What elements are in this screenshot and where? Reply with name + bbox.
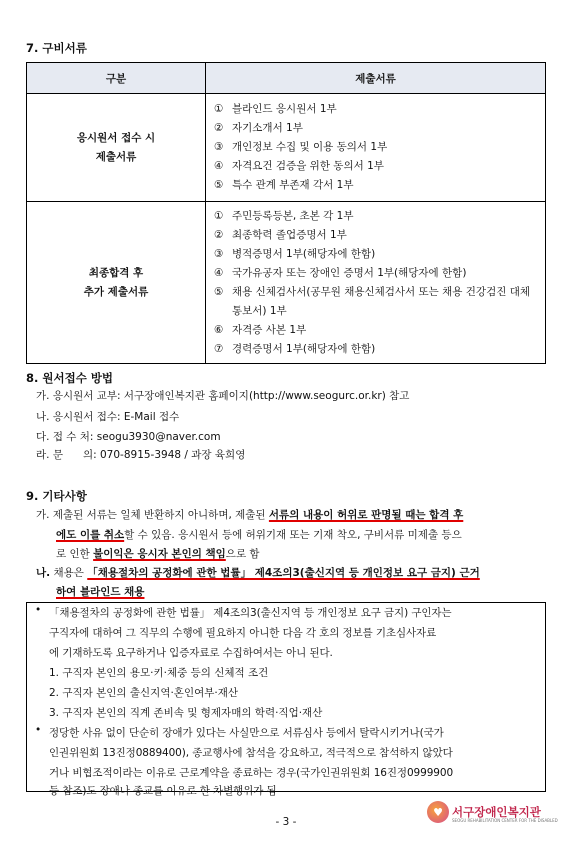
table-header-row: [27, 63, 546, 94]
page-number: - 3 -: [275, 816, 297, 828]
required-documents-table: [26, 62, 546, 364]
notice-line: 정당한 사유 없이 단순히 장애가 있다는 사실만으로 서류심사 등에서 탈락시키거나(국가: [49, 727, 444, 739]
application-info-line: 라. 문 의: 070-8915-3948 / 과장 육희영: [36, 449, 246, 461]
table-row: [27, 202, 546, 364]
emphasis-text: 하여 블라인드 채용: [56, 586, 145, 598]
section8-heading: 8. 원서접수 방법: [26, 371, 114, 385]
item-number: ①: [214, 103, 224, 115]
application-info-line: 다. 접 수 처: seogu3930@naver.com: [36, 431, 221, 443]
emphasis-text: 불이익은 응시자 본인의 책임: [93, 548, 226, 560]
notice-line: 에 기재하도록 요구하거나 입증자료로 수집하여서는 아니 된다.: [49, 647, 333, 659]
item-text: 자격증 사본 1부: [232, 323, 307, 336]
list-item: [214, 100, 539, 119]
item-text: 채용 신체검사서(공무원 채용신체검사서 또는 채용 건강검진 대체 통보서) 1부: [232, 285, 530, 317]
category-cell: [27, 94, 206, 202]
list-item: [214, 264, 539, 283]
header-documents: 제출서류: [206, 63, 546, 94]
item-number: ②: [214, 228, 224, 241]
emphasis-text: 서류의 내용이 허위로 판명될 때는 합격 후: [268, 509, 464, 521]
list-item: [214, 119, 539, 138]
list-item: [214, 176, 539, 195]
header-category: 구분: [27, 63, 206, 94]
section7-heading: 7. 구비서류: [26, 41, 87, 55]
list-item: [214, 245, 539, 264]
table-row: [27, 94, 546, 202]
category-label: 제출서류: [95, 150, 137, 163]
item-number: ①: [214, 209, 224, 222]
list-item: [214, 157, 539, 176]
item-text: 국가유공자 또는 장애인 증명서 1부(해당자에 한함): [232, 266, 467, 279]
category-label: 응시원서 접수 시: [76, 131, 156, 144]
note-na-line: [56, 583, 546, 602]
note-ga-line: [56, 545, 546, 564]
note-text: 으로 함: [225, 548, 260, 560]
application-info-line: 가. 응시원서 교부: 서구장애인복지관 홈페이지(http://www.seogurc.or.kr) 참고: [36, 390, 410, 402]
item-number: ⑥: [214, 323, 224, 336]
logo-subtitle: SEOGU REHABILITATION CENTER FOR THE DISABLED: [452, 818, 558, 823]
emphasis-text: 「채용절차의 공정화에 관한 법률」 제4조의3(출신지역 등 개인정보 요구 금지) 근거: [87, 567, 480, 579]
item-text: 최종학력 졸업증명서 1부: [232, 228, 347, 241]
category-label: 최종합격 후: [88, 266, 144, 279]
list-item: [214, 138, 539, 157]
note-text: 로 인한: [56, 548, 94, 560]
note-ga-line: [36, 506, 546, 525]
notice-line: 거나 비협조적이라는 이유로 근로계약을 종료하는 경우(국가인권위원회 16진정0999900: [49, 767, 454, 779]
item-number: ⑦: [214, 342, 224, 355]
list-item: [214, 226, 539, 245]
item-number: ④: [214, 266, 224, 279]
note-ga-line: [56, 526, 546, 545]
item-number: ②: [214, 122, 224, 134]
list-item: [214, 321, 539, 340]
item-text: 개인정보 수집 및 이용 동의서 1부: [232, 141, 388, 153]
documents-cell: [206, 202, 546, 364]
notice-line: 「채용절차의 공정화에 관한 법률」 제4조의3(출신지역 등 개인정보 요구 금지) 구인자는: [49, 607, 452, 619]
item-number: ④: [214, 160, 224, 172]
item-text: 자기소개서 1부: [232, 122, 303, 134]
legal-notice-box: [26, 602, 546, 797]
bullet-icon: •: [35, 604, 42, 616]
list-item: [214, 207, 539, 226]
item-text: 병적증명서 1부(해당자에 한함): [232, 247, 376, 260]
note-text: 채용은: [50, 567, 88, 579]
application-info-line: 나. 응시원서 접수: E-Mail 접수: [36, 411, 180, 423]
notice-subitem: 1. 구직자 본인의 용모·키·체중 등의 신체적 조건: [49, 667, 269, 679]
item-number: ③: [214, 247, 224, 260]
item-text: 특수 관계 부존재 각서 1부: [232, 179, 354, 191]
notice-subitem: 3. 구직자 본인의 직계 존비속 및 형제자매의 학력·직업·재산: [49, 707, 323, 719]
note-text: 가. 제출된 서류는 일체 반환하지 아니하며, 제출된: [36, 509, 269, 521]
bullet-icon: •: [35, 724, 42, 736]
list-item: [214, 340, 539, 359]
note-text: 할 수 있음. 응시원서 등에 허위기재 또는 기재 착오, 구비서류 미제출 등으: [124, 529, 462, 541]
notice-line: 구직자에 대하여 그 직무의 수행에 필요하지 아니한 다음 각 호의 정보를 기초심사자료: [49, 627, 437, 639]
documents-cell: [206, 94, 546, 202]
item-number: ⑤: [214, 179, 224, 191]
item-text: 경력증명서 1부(해당자에 한함): [232, 342, 376, 355]
category-cell: [27, 202, 206, 364]
section9-heading: 9. 기타사항: [26, 489, 87, 503]
item-text: 블라인드 응시원서 1부: [232, 103, 337, 115]
category-label: 추가 제출서류: [83, 285, 149, 298]
logo-name: 서구장애인복지관: [452, 805, 541, 819]
item-number: ⑤: [214, 285, 224, 298]
list-item: [214, 283, 539, 321]
notice-line: 인권위원회 13진정0889400), 종교행사에 참석을 강요하고, 적극적으로 참석하지 않았다: [49, 747, 453, 759]
item-text: 자격요건 검증을 위한 동의서 1부: [232, 160, 384, 172]
note-na-line: [36, 564, 546, 583]
item-number: ③: [214, 141, 224, 153]
notice-line: 등 참조)도 장애나 종교를 이유로 한 차별행위가 됨: [49, 785, 277, 797]
heart-logo-icon: ♥: [427, 801, 449, 823]
emphasis-text: 에도 이를 취소: [56, 529, 125, 541]
notice-subitem: 2. 구직자 본인의 출신지역·혼인여부·재산: [49, 687, 238, 699]
note-marker: 나.: [36, 567, 51, 579]
item-text: 주민등록등본, 초본 각 1부: [232, 209, 354, 222]
